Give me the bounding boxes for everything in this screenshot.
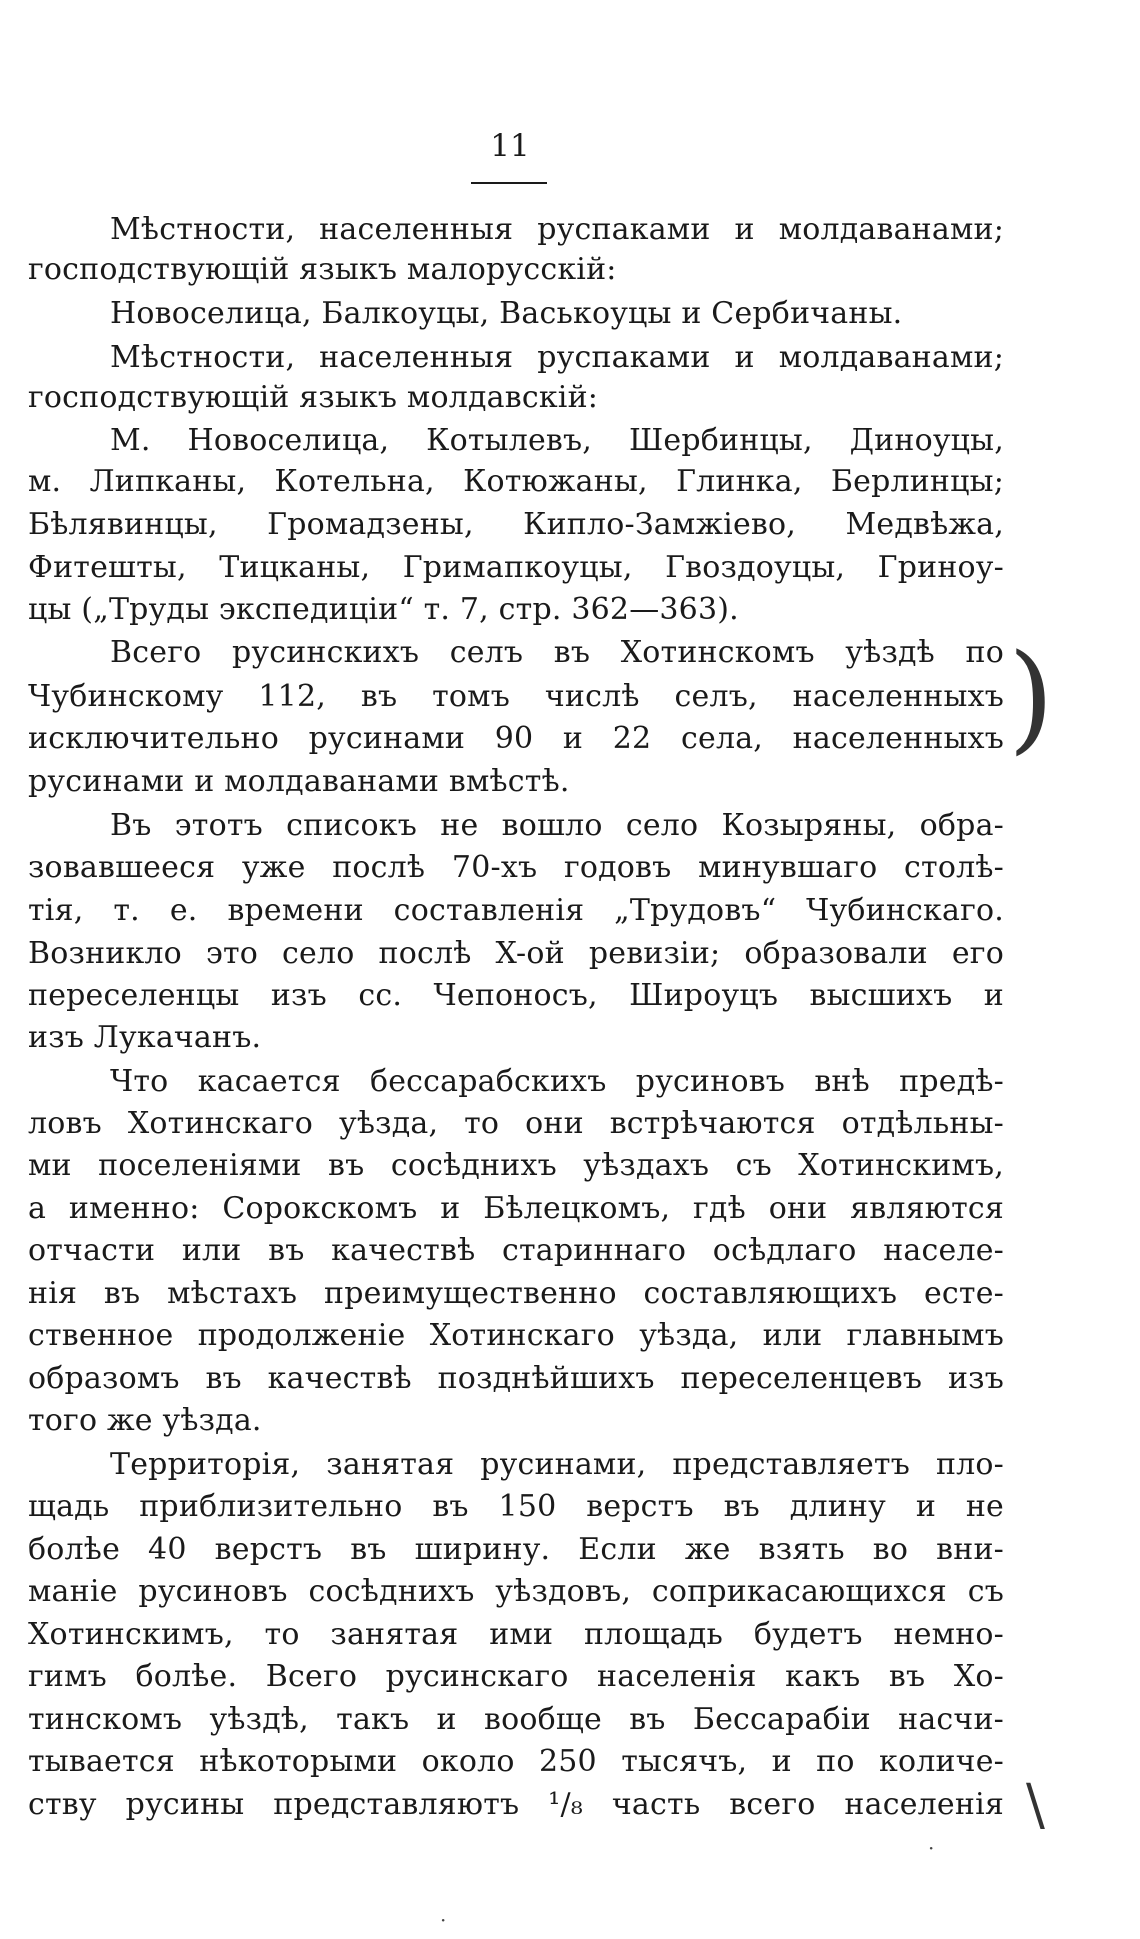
text-line: ственное продолженіе Хотинскаго уѣзда, или главнымъ (28, 1318, 1004, 1353)
text-line: Новоселица, Балкоуцы, Васькоуцы и Сербичаны. (110, 296, 903, 331)
text-line: того же уѣзда. (28, 1403, 262, 1438)
text-line: тывается нѣкоторыми около 250 тысячъ, и по количе- (28, 1744, 1004, 1779)
text-line: гимъ болѣе. Всего русинскаго населенія какъ въ Хо- (28, 1659, 1004, 1694)
text-line: маніе русиновъ сосѣднихъ уѣздовъ, соприкасающихся съ (28, 1574, 1004, 1609)
margin-bracket-mark: ) (1008, 628, 1055, 766)
margin-bracket-mark: \ (1026, 1773, 1045, 1838)
text-line: отчасти или въ качествѣ стариннаго осѣдлаго населе- (28, 1233, 1004, 1268)
text-line: образомъ въ качествѣ позднѣйшихъ переселенцевъ изъ (28, 1361, 1004, 1396)
text-line: ловъ Хотинскаго уѣзда, то они встрѣчаются отдѣльны- (28, 1106, 1004, 1141)
text-line: М. Новоселица, Котылевъ, Шербинцы, Диноуцы, (110, 423, 1004, 458)
text-line: Хотинскимъ, то занятая ими площадь будетъ немно- (28, 1617, 1004, 1652)
text-line: русинами и молдаванами вмѣстѣ. (28, 764, 570, 799)
text-line: изъ Лукачанъ. (28, 1020, 262, 1055)
text-line: Мѣстности, населенныя руспаками и молдаванами; (110, 340, 1004, 375)
text-line: нія въ мѣстахъ преимущественно составляющихъ есте- (28, 1276, 1004, 1311)
text-line: ми поселеніями въ сосѣднихъ уѣздахъ съ Хотинскимъ, (28, 1148, 1004, 1183)
text-line: исключительно русинами 90 и 22 села, населенныхъ (28, 721, 1004, 756)
ink-speck: · (928, 1836, 935, 1860)
text-line: господствующій языкъ молдавскій: (28, 380, 599, 415)
text-line: тинскомъ уѣздѣ, такъ и вообще въ Бессарабіи насчи- (28, 1702, 1004, 1737)
text-line: цы („Труды экспедиціи“ т. 7, стр. 362—363). (28, 592, 739, 627)
text-line: ству русины представляютъ ¹/₈ часть всего населенія (28, 1787, 1004, 1822)
page-number: 11 (490, 128, 530, 164)
text-line: м. Липканы, Котельна, Котюжаны, Глинка, Берлинцы; (28, 464, 1004, 499)
text-line: Мѣстности, населенныя руспаками и молдаванами; (110, 212, 1004, 247)
text-line: Фитешты, Тицканы, Гримапкоуцы, Гвоздоуцы, Гриноу- (28, 550, 1004, 585)
text-line: зовавшееся уже послѣ 70-хъ годовъ минувшаго столѣ- (28, 850, 1004, 885)
text-line: Въ этотъ списокъ не вошло село Козыряны, обра- (110, 808, 1004, 843)
text-line: Территорія, занятая русинами, представляетъ пло- (110, 1447, 1004, 1482)
text-line: щадь приблизительно въ 150 верстъ въ длину и не (28, 1489, 1004, 1524)
text-line: господствующій языкъ малорусскій: (28, 252, 617, 287)
text-line: переселенцы изъ сс. Чепоносъ, Широуцъ высшихъ и (28, 978, 1004, 1013)
text-line: а именно: Сорокскомъ и Бѣлецкомъ, гдѣ они являются (28, 1191, 1004, 1226)
text-line: тія, т. е. времени составленія „Трудовъ“ Чубинскаго. (28, 893, 1004, 928)
text-line: Возникло это село послѣ X-ой ревизіи; образовали его (28, 936, 1004, 971)
text-line: болѣе 40 верстъ въ ширину. Если же взять во вни- (28, 1532, 1004, 1567)
text-line: Чубинскому 112, въ томъ числѣ селъ, населенныхъ (28, 679, 1004, 714)
text-line: Всего русинскихъ селъ въ Хотинскомъ уѣздѣ по (110, 635, 1004, 670)
text-line: Что касается бессарабскихъ русиновъ внѣ предѣ- (110, 1064, 1004, 1099)
ink-speck: · (440, 1908, 447, 1932)
page-number-underline (471, 182, 547, 184)
text-line: Бѣлявинцы, Громадзены, Кипло-Замжіево, Медвѣжа, (28, 507, 1004, 542)
